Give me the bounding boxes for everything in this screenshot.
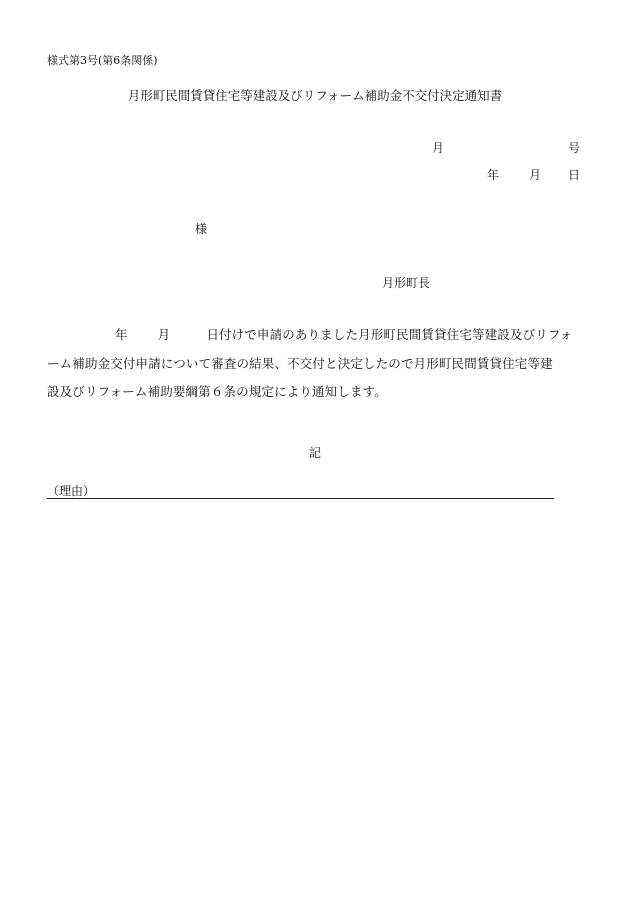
body-year: 年 xyxy=(115,327,128,342)
sender-name: 月形町長 xyxy=(382,276,431,290)
date-year: 年 xyxy=(487,168,500,182)
recipient-honorific: 様 xyxy=(195,222,208,236)
body-line-2: ーム補助金交付申請について審査の結果、不交付と決定したので月形町民間賃貸住宅等建 xyxy=(47,356,553,371)
notation-heading: 記 xyxy=(308,446,321,460)
body-month: 月 xyxy=(157,327,171,342)
document-title: 月形町民間賃貸住宅等建設及びリフォーム補助金不交付決定通知書 xyxy=(127,88,503,103)
document-number-month: 月 xyxy=(432,141,445,155)
date-day: 日 xyxy=(568,168,581,182)
date-month: 月 xyxy=(529,168,542,182)
form-label: 様式第3号(第6条関係) xyxy=(47,54,158,67)
document-number-suffix: 号 xyxy=(568,141,581,155)
reason-underline xyxy=(47,498,554,499)
body-line-3: 設及びリフォーム補助要綱第６条の規定により通知します。 xyxy=(47,384,387,399)
body-line-1 xyxy=(47,327,573,343)
reason-label: （理由） xyxy=(47,484,96,498)
body-line-1-text: 日付けで申請のありました月形町民間賃貸住宅等建設及びリフォ xyxy=(206,327,573,342)
